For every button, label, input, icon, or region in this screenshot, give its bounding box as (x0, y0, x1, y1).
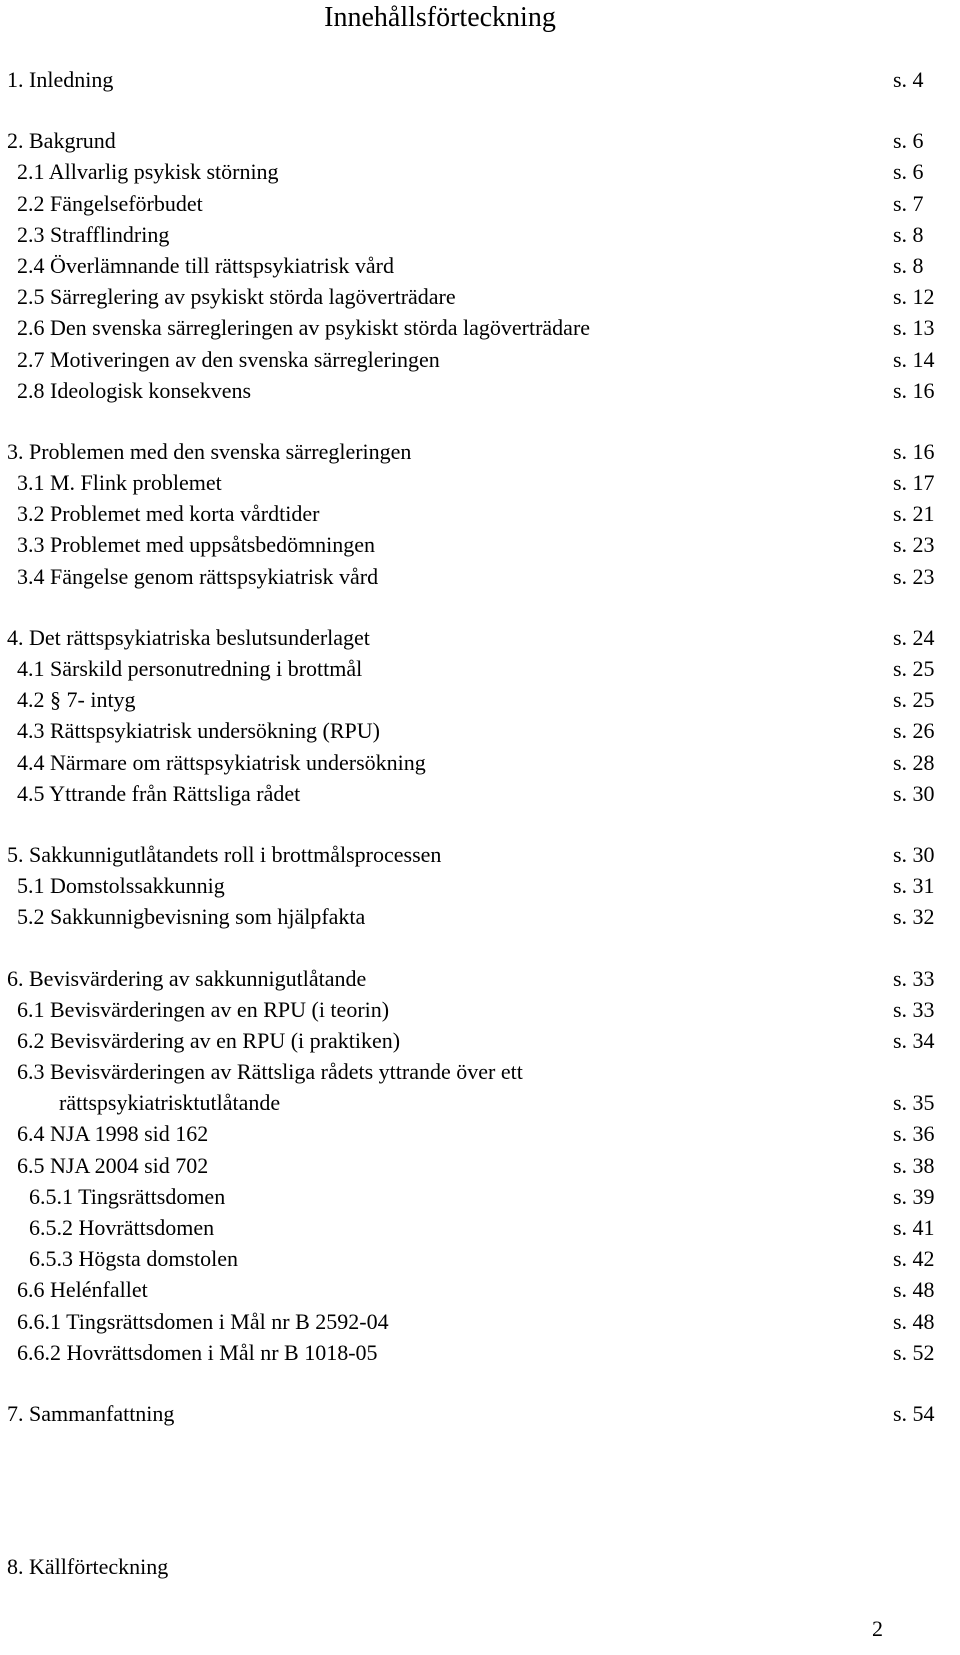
toc-entry-label: 6.2 Bevisvärdering av en RPU (i praktiken) (17, 1027, 401, 1053)
toc-entry-page: s. 26 (893, 718, 935, 744)
toc-entry-label: 2. Bakgrund (7, 128, 116, 154)
toc-entry-3[interactable] (0, 436, 960, 467)
toc-entry-label: 3.3 Problemet med uppsåtsbedömningen (17, 532, 376, 558)
toc-entry-page: s. 6 (893, 159, 924, 185)
toc-entry-2-8[interactable] (0, 375, 960, 406)
toc-entry-6-6-2[interactable] (0, 1337, 960, 1368)
toc-entry-page: s. 38 (893, 1152, 935, 1178)
toc-entry-page: s. 42 (893, 1246, 935, 1272)
toc-entry-page: s. 21 (893, 501, 935, 527)
toc-entry-2-7[interactable] (0, 344, 960, 375)
toc-entry-label: 4. Det rättspsykiatriska beslutsunderlaget (7, 624, 370, 650)
toc-entry-page: s. 24 (893, 624, 935, 650)
toc-entry-page: s. 6 (893, 128, 924, 154)
toc-entry-2-6[interactable] (0, 312, 960, 343)
toc-entry-label: 6.5.3 Högsta domstolen (29, 1246, 238, 1272)
toc-entry-page: s. 36 (893, 1121, 935, 1147)
toc-entry-label: 3.4 Fängelse genom rättspsykiatrisk vård (17, 563, 379, 589)
toc-entry-label: 4.5 Yttrande från Rättsliga rådet (17, 780, 301, 806)
toc-entry-6-4[interactable] (0, 1118, 960, 1149)
toc-entry-4-2[interactable] (0, 684, 960, 715)
toc-entry-page: s. 4 (893, 67, 924, 92)
toc-entry-8[interactable] (0, 1551, 960, 1582)
toc-entry-page: s. 33 (893, 965, 935, 991)
toc-entry-2-3[interactable] (0, 219, 960, 250)
toc-entry-3-3[interactable] (0, 529, 960, 560)
toc-entry-page: s. 35 (893, 1090, 935, 1116)
toc-entry-page: s. 32 (893, 904, 935, 930)
toc-entry-6[interactable] (0, 963, 960, 994)
toc-entry-page: s. 54 (893, 1400, 935, 1426)
toc-entry-label: 1. Inledning (7, 67, 114, 92)
toc-entry-page: s. 33 (893, 996, 935, 1022)
toc-entry-label: 2.7 Motiveringen av den svenska särregleringen (17, 346, 440, 372)
toc-entry-label: rättspsykiatrisktutlåtande (59, 1090, 281, 1116)
toc-entry-page: s. 28 (893, 749, 935, 775)
toc-entry-label: 4.2 § 7- intyg (17, 687, 136, 713)
toc-entry-label: 4.1 Särskild personutredning i brottmål (17, 656, 363, 681)
toc-entry-6-5[interactable] (0, 1150, 960, 1181)
page-title: Innehållsförteckning (324, 2, 556, 33)
toc-entry-page: s. 16 (893, 438, 935, 464)
toc-entry-4-4[interactable] (0, 747, 960, 778)
toc-entry-page: s. 23 (893, 532, 935, 558)
toc-entry-page: s. 48 (893, 1277, 935, 1303)
toc-entry-6-1[interactable] (0, 994, 960, 1025)
toc-entry-page: s. 7 (893, 190, 924, 216)
toc-entry-6-3-continued[interactable] (0, 1087, 960, 1118)
toc-entry-4-3[interactable] (0, 715, 960, 746)
toc-entry-label: 5.1 Domstolssakkunnig (17, 873, 225, 899)
toc-entry-label: 7. Sammanfattning (7, 1400, 175, 1426)
toc-entry-page: s. 8 (893, 252, 924, 278)
toc-entry-label: 6.1 Bevisvärderingen av en RPU (i teorin) (17, 996, 390, 1022)
toc-entry-6-5-3[interactable] (0, 1243, 960, 1274)
toc-entry-label: 6.5 NJA 2004 sid 702 (17, 1152, 209, 1178)
toc-entry-label: 2.8 Ideologisk konsekvens (17, 377, 252, 403)
toc-entry-label: 2.2 Fängelseförbudet (17, 190, 203, 216)
toc-entry-5-2[interactable] (0, 901, 960, 932)
toc-entry-label: 4.4 Närmare om rättspsykiatrisk undersökning (17, 749, 426, 775)
toc-entry-2-1[interactable] (0, 156, 960, 187)
toc-entry-7[interactable] (0, 1398, 960, 1429)
toc-entry-label: 6. Bevisvärdering av sakkunnigutlåtande (7, 965, 367, 991)
toc-entry-page: s. 30 (893, 780, 935, 806)
toc-entry-page: s. 23 (893, 563, 935, 589)
toc-entry-label: 4.3 Rättspsykiatrisk undersökning (RPU) (17, 718, 380, 744)
toc-entry-page: s. 25 (893, 656, 935, 681)
toc-entry-label: 6.6.1 Tingsrättsdomen i Mål nr B 2592-04 (17, 1308, 389, 1334)
toc-entry-page: s. 31 (893, 873, 935, 899)
toc-entry-4[interactable] (0, 622, 960, 653)
toc-entry-label: 3. Problemen med den svenska särregleringen (7, 438, 412, 464)
toc-entry-label: 2.1 Allvarlig psykisk störning (17, 159, 279, 185)
toc-entry-label: 2.6 Den svenska särregleringen av psykiskt störda lagöverträdare (17, 315, 591, 341)
toc-entry-5[interactable] (0, 839, 960, 870)
toc-entry-6-2[interactable] (0, 1025, 960, 1056)
toc-entry-label: 3.2 Problemet med korta vårdtider (17, 501, 320, 527)
toc-entry-page: s. 48 (893, 1308, 935, 1334)
toc-entry-page: s. 30 (893, 841, 935, 867)
toc-entry-page: s. 13 (893, 315, 935, 341)
toc-entry-page: s. 12 (893, 284, 935, 310)
toc-entry-label: 6.4 NJA 1998 sid 162 (17, 1121, 209, 1147)
toc-entry-label: 6.6.2 Hovrättsdomen i Mål nr B 1018-05 (17, 1339, 378, 1365)
page-number: 2 (872, 1616, 883, 1641)
toc-entry-2-2[interactable] (0, 188, 960, 219)
toc-entry-label: 6.3 Bevisvärderingen av Rättsliga rådets yttrande över ett (17, 1059, 523, 1085)
toc-entry-page: s. 52 (893, 1339, 935, 1365)
toc-entry-page: s. 25 (893, 687, 935, 713)
toc-entry-3-2[interactable] (0, 498, 960, 529)
toc-entry-page: s. 17 (893, 470, 935, 496)
toc-entry-label: 2.3 Strafflindring (17, 221, 170, 247)
toc-entry-2-5[interactable] (0, 281, 960, 312)
toc-entry-2[interactable] (0, 125, 960, 156)
toc-entry-page: s. 16 (893, 377, 935, 403)
toc-entry-label: 3.1 M. Flink problemet (17, 470, 222, 496)
toc-entry-3-1[interactable] (0, 467, 960, 498)
toc-entry-6-5-1[interactable] (0, 1181, 960, 1212)
toc-entry-2-4[interactable] (0, 250, 960, 281)
toc-entry-label: 2.4 Överlämnande till rättspsykiatrisk vård (17, 252, 394, 278)
toc-entry-4-5[interactable] (0, 778, 960, 809)
toc-entry-1[interactable] (0, 64, 960, 95)
toc-entry-label: 6.5.1 Tingsrättsdomen (29, 1183, 226, 1209)
toc-entry-label: 6.6 Helénfallet (17, 1277, 148, 1303)
toc-entry-label: 8. Källförteckning (7, 1554, 169, 1580)
toc-entry-page: s. 39 (893, 1183, 935, 1209)
toc-entry-6-6-1[interactable] (0, 1306, 960, 1337)
toc-entry-6-6[interactable] (0, 1274, 960, 1305)
table-of-contents (0, 64, 960, 1582)
toc-entry-5-1[interactable] (0, 870, 960, 901)
toc-entry-page: s. 8 (893, 221, 924, 247)
toc-entry-label: 2.5 Särreglering av psykiskt störda lagöverträdare (17, 284, 456, 310)
toc-entry-6-5-2[interactable] (0, 1212, 960, 1243)
toc-entry-label: 5.2 Sakkunnigbevisning som hjälpfakta (17, 904, 366, 930)
toc-entry-page: s. 34 (893, 1027, 935, 1053)
toc-entry-label: 5. Sakkunnigutlåtandets roll i brottmålsprocessen (7, 841, 442, 867)
toc-entry-6-3[interactable] (0, 1056, 960, 1087)
toc-entry-page: s. 14 (893, 346, 935, 372)
toc-entry-3-4[interactable] (0, 561, 960, 592)
toc-entry-4-1[interactable] (0, 653, 960, 684)
toc-entry-label: 6.5.2 Hovrättsdomen (29, 1215, 215, 1240)
toc-entry-page: s. 41 (893, 1215, 935, 1240)
